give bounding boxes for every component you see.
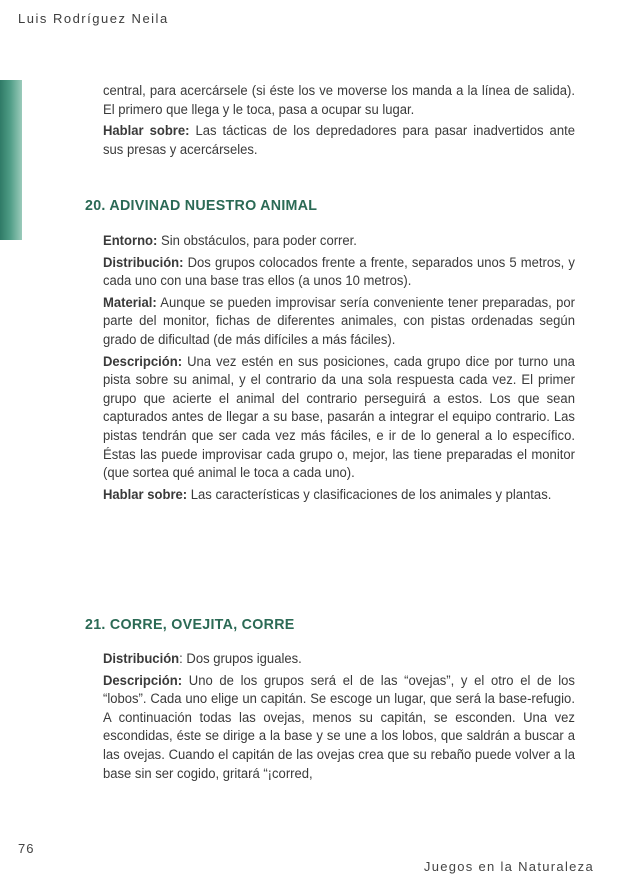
header-author: Luis Rodríguez Neila <box>18 11 169 26</box>
hablar-sobre-text: Las características y clasificaciones de los animales y plantas. <box>190 486 552 503</box>
descripcion-text: Uno de los grupos será el de las “ovejas”, y el otro el de los “lobos”. Cada uno elige un capitán. Se escoge un lugar, que será la base-refugio. A continuación todas las ovejas, menos su capitán, se esconden. Una vez escondidas, éste se dirige a la base y se une a los lobos, que saldrán a buscar a las ovejas. Cuando el capitán de las ovejas crea que su rebaño puede volver a la base sin ser cogido, gritará “¡corred, <box>103 672 575 782</box>
page-number: 76 <box>18 841 35 856</box>
continuation-paragraph: central, para acercársele (si éste los ve moverse los manda a la línea de salida). El primero que llega y le toca, pasa a ocupar su lugar. <box>103 83 575 118</box>
section-21-body <box>103 650 575 786</box>
distribucion-label: Distribución <box>103 651 180 667</box>
hablar-sobre-label: Hablar sobre: <box>103 123 190 140</box>
distribucion-text: : Dos grupos iguales. <box>179 651 302 667</box>
entorno-paragraph <box>103 232 575 251</box>
material-paragraph <box>103 294 575 350</box>
hablar-sobre-paragraph <box>103 486 575 505</box>
hablar-sobre-paragraph <box>103 122 575 159</box>
distribucion-paragraph <box>103 650 575 669</box>
material-label: Material: <box>103 294 157 311</box>
descripcion-label: Descripción: <box>103 672 183 689</box>
footer-book-title: Juegos en la Naturaleza <box>423 859 594 874</box>
hablar-sobre-label: Hablar sobre: <box>103 486 188 503</box>
descripcion-label: Descripción: <box>103 353 183 370</box>
distribucion-text: Dos grupos colocados frente a frente, separados unos 5 metros, y cada uno con una base tras ellos (a unos 10 metros). <box>103 254 575 290</box>
descripcion-paragraph <box>103 672 575 784</box>
side-color-bar <box>0 80 22 240</box>
entorno-label: Entorno: <box>103 233 158 249</box>
material-text: Aunque se pueden improvisar sería conveniente tener preparadas, por parte del monitor, fichas de diferentes animales, con pistas ordenadas según grado de dificultad (de más difíciles a más fáciles). <box>103 294 575 348</box>
distribucion-label: Distribución: <box>103 254 184 271</box>
descripcion-paragraph <box>103 353 575 483</box>
section-21-heading: 21. CORRE, OVEJITA, CORRE <box>85 616 295 633</box>
section-20-body <box>103 232 575 507</box>
hablar-sobre-text: Las tácticas de los depredadores para pasar inadvertidos ante sus presas y acercárseles. <box>103 123 575 158</box>
descripcion-text: Una vez estén en sus posiciones, cada grupo dice por turno una pista sobre su animal, y el contrario da una sola respuesta cada vez. El primer grupo que acierte el animal del contrario perseguirá a estos. Los que sean capturados antes de llegar a su base, pasarán a integrar el equipo contrario. Las pistas tendrán que ser cada vez más fáciles, e ir de lo general a lo específico. Éstas las puede improvisar cada grupo o, mejor, las tiene preparadas el monitor (que sortea qué animal le toca a cada uno). <box>103 353 575 482</box>
entorno-text: Sin obstáculos, para poder correr. <box>161 233 357 249</box>
distribucion-paragraph <box>103 254 575 291</box>
section-20-heading: 20. ADIVINAD NUESTRO ANIMAL <box>85 197 318 214</box>
continuation-block <box>103 82 575 162</box>
